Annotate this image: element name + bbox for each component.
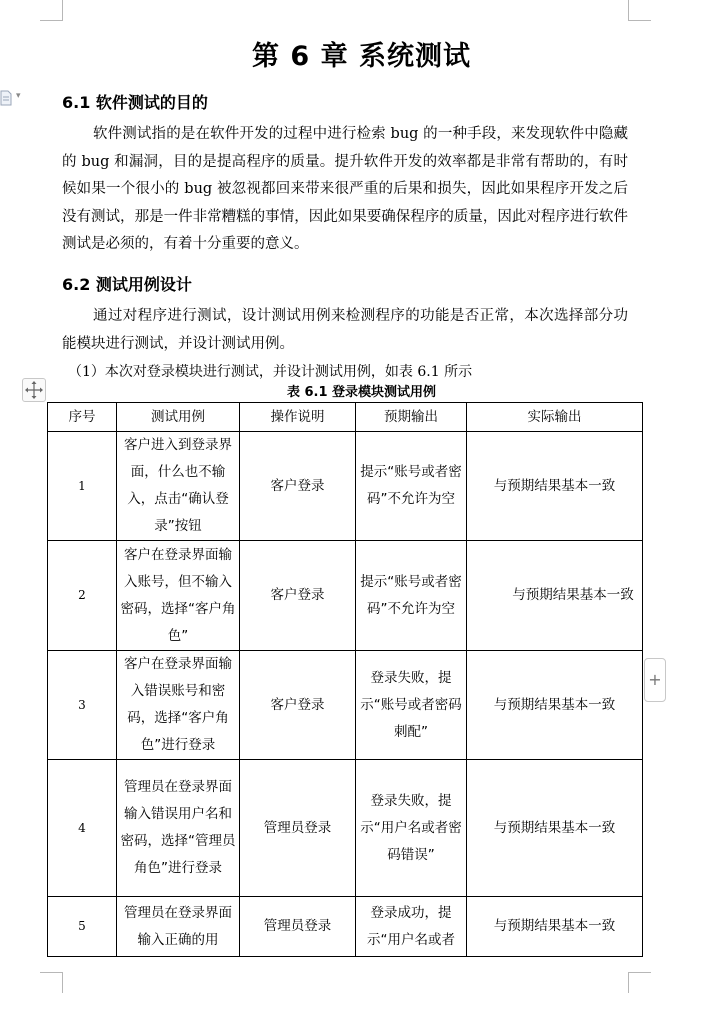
cell-expected: 提示“账号或者密码”不允许为空 bbox=[356, 432, 467, 541]
chevron-down-icon[interactable]: ▾ bbox=[16, 91, 21, 101]
cell-op: 客户登录 bbox=[240, 432, 356, 541]
chapter-title: 第 6 章 系统测试 bbox=[252, 41, 471, 72]
cell-expected: 提示“账号或者密码”不允许为空 bbox=[356, 541, 467, 651]
section-paragraph-purpose: 软件测试指的是在软件开发的过程中进行检索 bug 的一种手段，来发现软件中隐藏的 bug 和漏洞，目的是提高程序的质量。提升软件开发的效率都是非常有帮助的，有时候如果一个很小的 bug 被忽视都回来带来很严重的后果和损失，因此如果程序开发之后没有测试，那是一件非常糟糕的事情，因此如果要确保程序的质量，因此对程序进行软件测试是必须的，有着十分重要的意义。 bbox=[62, 126, 628, 252]
test-case-table bbox=[47, 402, 643, 957]
table-row bbox=[48, 541, 643, 651]
add-column-button[interactable]: + bbox=[644, 658, 666, 702]
page-corner-bottom-left bbox=[40, 972, 63, 993]
table-row bbox=[48, 897, 643, 957]
cell-actual: 与预期结果基本一致 bbox=[467, 541, 643, 651]
cell-expected: 登录成功，提示“用户名或者 bbox=[356, 897, 467, 957]
page-corner-top-right bbox=[628, 0, 651, 21]
table-row bbox=[48, 760, 643, 897]
section-heading-test-cases: 6.2 测试用例设计 bbox=[62, 275, 192, 294]
cell-expected: 登录失败，提示“用户名或者密码错误” bbox=[356, 760, 467, 897]
list-item-login-test: （1）本次对登录模块进行测试，并设计测试用例，如表 6.1 所示 bbox=[68, 364, 473, 380]
cell-op: 管理员登录 bbox=[240, 897, 356, 957]
cell-case: 管理员在登录界面输入错误用户名和密码，选择“管理员角色”进行登录 bbox=[117, 760, 240, 897]
cell-case: 客户进入到登录界面，什么也不输入，点击“确认登录”按钮 bbox=[117, 432, 240, 541]
table-row bbox=[48, 651, 643, 760]
header-cell: 序号 bbox=[48, 403, 117, 432]
cell-op: 客户登录 bbox=[240, 651, 356, 760]
header-cell: 实际输出 bbox=[467, 403, 643, 432]
section-paragraph-test-cases: 通过对程序进行测试，设计测试用例来检测程序的功能是否正常，本次选择部分功能模块进行测试，并设计测试用例。 bbox=[62, 308, 628, 352]
table-row bbox=[48, 432, 643, 541]
cell-no: 2 bbox=[48, 541, 117, 651]
cell-actual: 与预期结果基本一致 bbox=[467, 760, 643, 897]
cell-actual: 与预期结果基本一致 bbox=[467, 651, 643, 760]
header-cell: 操作说明 bbox=[240, 403, 356, 432]
table-caption: 表 6.1 登录模块测试用例 bbox=[286, 385, 437, 400]
section-heading-purpose: 6.1 软件测试的目的 bbox=[62, 93, 208, 112]
cell-no: 3 bbox=[48, 651, 117, 760]
cell-no: 1 bbox=[48, 432, 117, 541]
cell-no: 4 bbox=[48, 760, 117, 897]
page-corner-top-left bbox=[40, 0, 63, 21]
cell-op: 管理员登录 bbox=[240, 760, 356, 897]
cell-actual: 与预期结果基本一致 bbox=[467, 432, 643, 541]
cell-op: 客户登录 bbox=[240, 541, 356, 651]
cell-expected: 登录失败，提示“账号或者密码刺配” bbox=[356, 651, 467, 760]
header-cell: 预期输出 bbox=[356, 403, 467, 432]
cell-case: 客户在登录界面输入错误账号和密码，选择“客户角色”进行登录 bbox=[117, 651, 240, 760]
document-outline-icon[interactable] bbox=[0, 90, 12, 106]
cell-actual: 与预期结果基本一致 bbox=[467, 897, 643, 957]
header-cell: 测试用例 bbox=[117, 403, 240, 432]
page-corner-bottom-right bbox=[628, 972, 651, 993]
cell-case: 管理员在登录界面输入正确的用 bbox=[117, 897, 240, 957]
cell-case: 客户在登录界面输入账号，但不输入密码，选择“客户角色” bbox=[117, 541, 240, 651]
cell-no: 5 bbox=[48, 897, 117, 957]
table-header-row bbox=[48, 403, 643, 432]
